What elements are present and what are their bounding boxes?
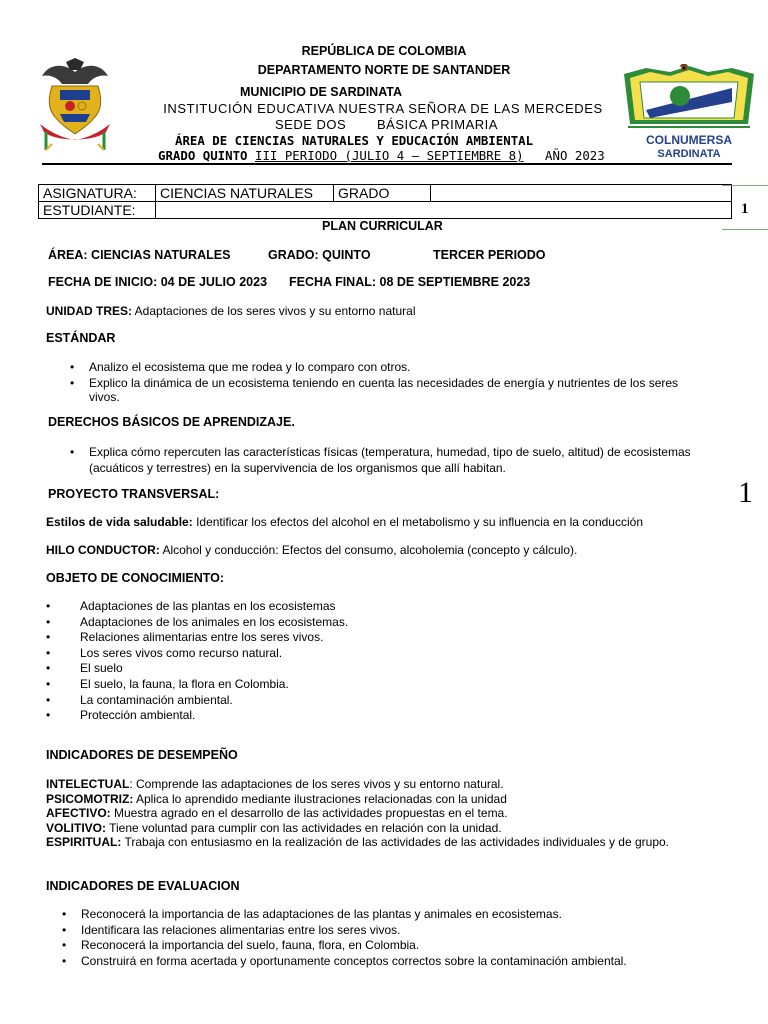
- dba-list: [66, 445, 691, 476]
- evaluation-heading: INDICADORES DE EVALUACION: [46, 879, 240, 893]
- list-item: AFECTIVO: Muestra agrado en el desarrollo de las actividades propuestas en el tema.: [46, 806, 508, 820]
- performance-heading: INDICADORES DE DESEMPEÑO: [46, 748, 238, 762]
- unit-text: Adaptaciones de los seres vivos y su entorno natural: [134, 304, 416, 318]
- grade-value-field[interactable]: [431, 185, 732, 202]
- list-item: • Analizo el ecosistema que me rodea y lo comparo con otros.: [66, 360, 678, 376]
- start-date: FECHA DE INICIO: 04 DE JULIO 2023: [48, 275, 268, 289]
- unit-line: [46, 304, 416, 318]
- table-row: [39, 185, 732, 202]
- subject-label: ASIGNATURA:: [39, 185, 156, 202]
- header-level: BÁSICA PRIMARIA: [377, 117, 498, 132]
- list-item: • Construirá en forma acertada y oportunamente conceptos correctos sobre la contaminación ambiental.: [58, 954, 627, 970]
- performance-list: [46, 777, 669, 850]
- grade-label: GRADO: [334, 185, 431, 202]
- list-item: • Relaciones alimentarias entre los seres vivos.: [46, 630, 348, 646]
- school-seal-icon: [620, 64, 758, 160]
- lifestyle-label: Estilos de vida saludable:: [46, 515, 193, 529]
- period-label: TERCER PERIODO: [433, 248, 546, 262]
- list-item: • Reconocerá la importancia del suelo, fauna, flora, en Colombia.: [58, 938, 627, 954]
- knowledge-heading: OBJETO DE CONOCIMIENTO:: [46, 571, 225, 585]
- list-item: • Adaptaciones de las plantas en los ecosistemas: [46, 599, 348, 615]
- dba-heading: DERECHOS BÁSICOS DE APRENDIZAJE.: [48, 415, 295, 429]
- margin-line-bottom: [722, 229, 768, 230]
- area-label: ÁREA: CIENCIAS NATURALES: [48, 248, 231, 262]
- student-info-table: [38, 184, 732, 219]
- seal-name-line2: SARDINATA: [657, 148, 721, 160]
- header-year: AÑO 2023: [545, 148, 605, 163]
- list-item: PSICOMOTRIZ: Aplica lo aprendido mediante ilustraciones relacionadas con la unidad: [46, 791, 507, 806]
- list-item: vivos.: [89, 390, 120, 405]
- seal-name-line1: COLNUMERSA: [646, 133, 732, 147]
- standard-list: [66, 360, 678, 404]
- list-item: • El suelo, la fauna, la flora en Colombia.: [46, 677, 348, 693]
- header-period: III PERIODO (JULIO 4 – SEPTIEMBRE 8): [255, 148, 524, 163]
- table-row: [39, 202, 732, 219]
- list-item: • Los seres vivos como recurso natural.: [46, 646, 348, 662]
- header-department: DEPARTAMENTO NORTE DE SANTANDER: [257, 63, 511, 77]
- subject-value: CIENCIAS NATURALES: [156, 185, 334, 202]
- page-number-large: 1: [738, 476, 753, 509]
- list-item: VOLITIVO: Tiene voluntad para cumplir con las actividades en relación con la unidad.: [46, 820, 502, 835]
- list-item: • La contaminación ambiental.: [46, 693, 348, 709]
- list-item: • Adaptaciones de los animales en los ecosistemas.: [46, 615, 348, 631]
- lifestyle-line: [46, 515, 643, 529]
- list-item: • Identificara las relaciones alimentarias entre los seres vivos.: [58, 923, 627, 939]
- list-item: INTELECTUAL: Comprende las adaptaciones de los seres vivos y su entorno natural.: [46, 777, 504, 791]
- plan-title: PLAN CURRICULAR: [322, 219, 443, 233]
- header-sede: SEDE DOS: [275, 117, 347, 132]
- thread-line: [46, 543, 577, 557]
- header-grade-period: [158, 148, 605, 163]
- thread-label: HILO CONDUCTOR:: [46, 543, 160, 557]
- list-item: • El suelo: [46, 661, 348, 677]
- standard-heading: ESTÁNDAR: [46, 331, 116, 345]
- list-item: (acuáticos y terrestres) en la supervivencia de los organismos que allí habitan.: [89, 460, 506, 475]
- lifestyle-text: Identificar los efectos del alcohol en el metabolismo y su influencia en la conducción: [196, 515, 643, 529]
- header-republic: REPÚBLICA DE COLOMBIA: [301, 44, 467, 58]
- grade-label-line: GRADO: QUINTO: [268, 248, 371, 262]
- header-area: ÁREA DE CIENCIAS NATURALES Y EDUCACIÓN AMBIENTAL: [175, 133, 534, 148]
- list-item: • Explica cómo repercuten las características físicas (temperatura, humedad, tipo de suelo, altitud) de ecosistemas: [66, 445, 691, 461]
- list-item: • Reconocerá la importancia de las adaptaciones de las plantas y animales en ecosistemas.: [58, 907, 627, 923]
- header-grade: GRADO QUINTO: [158, 148, 248, 163]
- student-name-field[interactable]: [156, 202, 732, 219]
- page-number-small: 1: [741, 201, 749, 217]
- list-item: • Explico la dinámica de un ecosistema teniendo en cuenta las necesidades de energía y nutrientes de los seres: [66, 376, 678, 392]
- thread-text: Alcohol y conducción: Efectos del consumo, alcoholemia (concepto y cálculo).: [162, 543, 578, 557]
- knowledge-list: [46, 599, 348, 724]
- evaluation-list: [58, 907, 627, 969]
- header-municipality: MUNICIPIO DE SARDINATA: [240, 85, 403, 99]
- margin-line-top: [722, 185, 768, 186]
- header-institution: INSTITUCIÓN EDUCATIVA NUESTRA SEÑORA DE LAS MERCEDES: [163, 101, 603, 116]
- end-date: FECHA FINAL: 08 DE SEPTIEMBRE 2023: [289, 275, 531, 289]
- unit-label: UNIDAD TRES:: [46, 304, 132, 318]
- project-heading: PROYECTO TRANSVERSAL:: [48, 487, 220, 501]
- list-item: ESPIRITUAL: Trabaja con entusiasmo en la realización de las actividades de las actividades individuales y de grupo.: [46, 835, 670, 849]
- header-divider: [42, 163, 732, 165]
- student-label: ESTUDIANTE:: [39, 202, 156, 219]
- list-item: • Protección ambiental.: [46, 708, 348, 724]
